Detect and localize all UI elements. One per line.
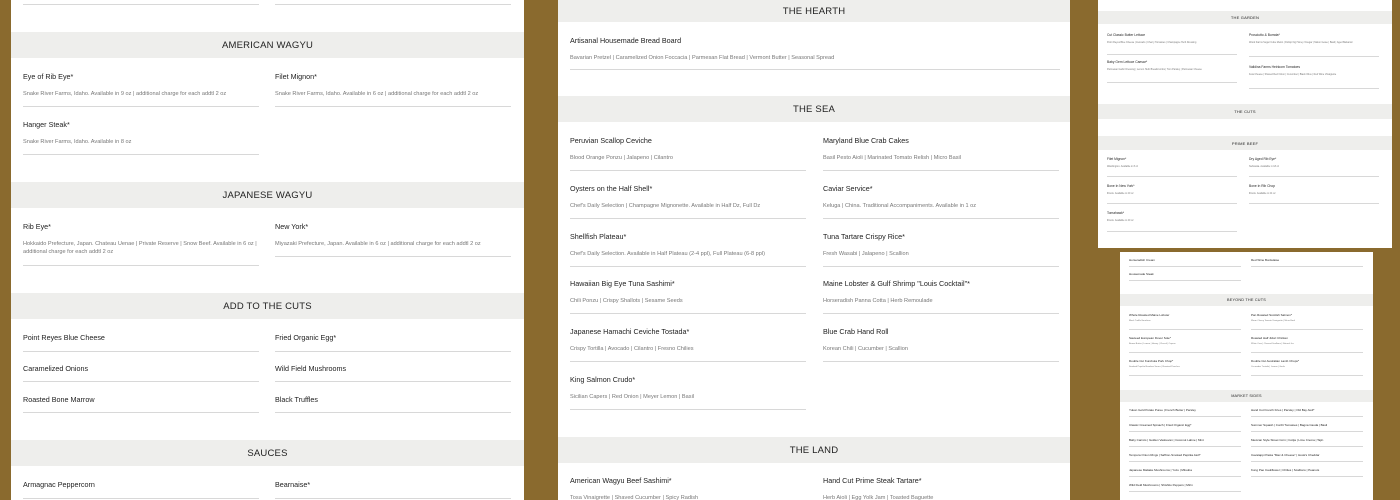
item-description: Wood Farms Sugar Cube Melon | Dollop Fig Honey Vinegar | Melon Gelee | Basil | Aged Balsamic: [1249, 41, 1353, 44]
item-description: Blood Orange Ponzu | Jalapeno | Cilantro: [570, 155, 674, 161]
item-name: Bone In New York*: [1107, 184, 1135, 188]
divider: [823, 218, 1059, 219]
divider: [1107, 54, 1237, 55]
divider: [1251, 375, 1363, 376]
menu-item: [1107, 211, 1237, 222]
item-name: Point Reyes Blue Cheese: [23, 333, 105, 342]
item-name: Eye of Rib Eye*: [23, 72, 74, 81]
item-description: White Corn | Charred Scallions | Natural Jus: [1251, 343, 1294, 345]
divider: [1249, 176, 1379, 177]
item-description: Snake River Farms, Idaho. Available in 9 oz | additional charge for each addtl 2 oz: [23, 91, 227, 97]
divider: [1249, 203, 1379, 204]
menu-panel-garden-cuts: [1098, 0, 1392, 248]
menu-item: [1249, 65, 1379, 76]
item-description: Chef's Daily Selection | Champagne Mignonette. Available in Half Dz, Full Dz: [570, 203, 761, 209]
menu-item: [570, 232, 806, 258]
divider: [275, 381, 511, 382]
menu-item: [823, 232, 1059, 258]
item-name: King Salmon Crudo*: [570, 375, 636, 384]
item-name: Tempura Onion Rings | Saffron-Smoked Paprika Aioli*: [1129, 453, 1201, 457]
item-description: Hokkaido Prefecture, Japan. Chateau Uenae | Private Reserve | Snow Beef. Available in 6 oz | additional charge for each addtl 2 oz: [23, 241, 257, 255]
menu-item: [1251, 423, 1327, 427]
item-name: Classic Creamed Spinach | Fried Organic Egg*: [1129, 423, 1192, 427]
menu-item: [1249, 184, 1379, 195]
section-header-the-land: THE LAND: [558, 437, 1070, 463]
menu-item: [23, 72, 259, 98]
menu-item: [1251, 359, 1363, 369]
menu-panel-steaks: [11, 0, 524, 500]
divider: [1129, 461, 1241, 462]
section-header-market-sides: MARKET SIDES: [1120, 390, 1373, 402]
item-description: Snake River Farms, Idaho. Available in 6 oz | additional charge for each addtl 2 oz: [275, 91, 479, 97]
divider: [1251, 446, 1363, 447]
menu-item: [1129, 468, 1192, 472]
item-name: Cavatappi Pasta "Mac & Cheese" | Hook's Cheddar: [1251, 453, 1320, 457]
item-name: Yukon Gold Potato Puree | French Butter | Parsley: [1129, 408, 1196, 412]
menu-item: [1129, 336, 1241, 346]
item-name: Artisanal Housemade Bread Board: [570, 36, 682, 45]
divider: [275, 351, 511, 352]
item-description: Black Truffle Emulsion: [1129, 320, 1151, 322]
item-name: Shellfish Plateau*: [570, 232, 627, 241]
divider: [23, 4, 259, 5]
item-description: Chef's Daily Selection. Available in Half Plateau (2-4 ppl), Full Plateau (6-8 ppl): [570, 251, 765, 257]
item-name: Black Truffles: [275, 395, 319, 404]
divider: [1107, 176, 1237, 177]
item-name: Japanese Hamachi Ceviche Tostada*: [570, 327, 690, 336]
item-name: Blue Crab Hand Roll: [823, 327, 889, 336]
item-description: Keluga | China. Traditional Accompaniments. Available in 1 oz: [823, 203, 977, 209]
item-description: Illinois. Available in 20 oz: [1107, 192, 1134, 195]
item-name: Hanger Steak*: [23, 120, 70, 129]
divider: [823, 313, 1059, 314]
divider: [570, 409, 806, 410]
item-description: Tosa Vinaigrette | Shaved Cucumber | Spicy Radish: [570, 495, 699, 500]
item-description: Illinois. Available in 40 oz: [1107, 219, 1134, 222]
item-name: Caramelized Onions: [23, 364, 89, 373]
item-description: Horseradish Panna Cotta | Herb Remoulade: [823, 298, 933, 304]
item-name: Fried Organic Egg*: [275, 333, 337, 342]
menu-item: [275, 395, 318, 404]
divider: [1129, 280, 1241, 281]
item-description: Washington. Available in 8 oz: [1107, 165, 1139, 168]
menu-item: [1129, 423, 1191, 427]
item-name: Filet Mignon*: [1107, 157, 1127, 161]
item-description: Feta Cheese | Shaved Red Onion | Cucumber | Black Olive | Red Wine Vinaigrette: [1249, 73, 1337, 76]
item-description: Sicilian Capers | Red Onion | Meyer Lemon | Basil: [570, 394, 695, 400]
item-name: Maryland Blue Crab Cakes: [823, 136, 909, 145]
divider: [23, 154, 259, 155]
divider: [570, 218, 806, 219]
item-description: Bavarian Pretzel | Caramelized Onion Foccacia | Parmesan Flat Bread | Vermont Butter | Seasonal Spread: [570, 55, 835, 61]
item-name: Sauteed European Dover Sole*: [1129, 336, 1171, 340]
menu-item: [23, 333, 105, 342]
item-name: Roasted Half Jidori Chicken: [1251, 336, 1289, 340]
divider: [1129, 446, 1241, 447]
item-description: Fresh Wasabi | Jalapeno | Scallion: [823, 251, 909, 257]
item-description: Cucumber Tzatziki | Lemon | Garlic: [1251, 366, 1286, 368]
item-name: Baby Carrots | Golden Vadouvan | Coconut Labne | Mint: [1129, 438, 1204, 442]
item-name: Peruvian Scallop Ceviche: [570, 136, 652, 145]
menu-item: [1129, 258, 1155, 262]
menu-item: [1107, 33, 1237, 44]
menu-item: [570, 476, 806, 500]
divider: [1251, 352, 1363, 353]
item-description: Herb Aioli | Egg Yolk Jam | Toasted Baguette: [823, 495, 934, 500]
item-name: Hand Cut French Fries | Parsley | Old Bay Aioli*: [1251, 408, 1315, 412]
item-name: Wild Field Mushrooms | Shishito Peppers | Mirin: [1129, 483, 1193, 487]
item-name: Prosciutto & Burrata*: [1249, 33, 1280, 37]
menu-item: [23, 120, 259, 146]
item-name: Armagnac Peppercorn: [23, 480, 95, 489]
divider: [1249, 56, 1379, 57]
divider: [823, 266, 1059, 267]
menu-item: [1129, 438, 1204, 442]
section-header-japanese-wagyu: JAPANESE WAGYU: [11, 182, 524, 208]
divider: [275, 412, 511, 413]
item-name: Mexican Style Street Corn | Cotija | Lime Crema | Tajin: [1251, 438, 1324, 442]
divider: [570, 170, 806, 171]
section-header-american-wagyu: AMERICAN WAGYU: [11, 32, 524, 58]
menu-item: [1249, 157, 1379, 168]
item-name: Pan Roasted Scottish Salmon*: [1251, 313, 1293, 317]
item-name: Baby Gem Lettuce Caesar*: [1107, 60, 1148, 64]
menu-item: [570, 36, 1050, 62]
item-description: Parmesan Garlic Dressing | Lemon Herb Breadcrumbs | Torn Parsley | Parmesan Cheese: [1107, 68, 1202, 71]
menu-item: [23, 480, 95, 489]
item-name: Cut Classic Butter Lettuce: [1107, 33, 1146, 37]
item-name: Hand Cut Prime Steak Tartare*: [823, 476, 922, 485]
menu-item: [1251, 453, 1320, 457]
divider: [570, 361, 806, 362]
section-header-sauces: SAUCES: [11, 440, 524, 466]
menu-item: [823, 327, 1059, 353]
section-header-the-hearth: THE HEARTH: [558, 0, 1070, 22]
item-name: Red Wine Bordelaise: [1251, 258, 1280, 262]
divider: [1251, 476, 1363, 477]
menu-item: [1107, 60, 1237, 71]
item-name: Japanese Maitake Mushrooms | Yuzu | Mitsuba: [1129, 468, 1192, 472]
item-name: Dry Aged Rib Eye*: [1249, 157, 1277, 161]
divider: [570, 69, 1060, 70]
menu-panel-starters: [558, 0, 1070, 500]
menu-item: [275, 364, 346, 373]
menu-item: [23, 364, 88, 373]
item-name: Tomahawk*: [1107, 211, 1125, 215]
item-name: Vaildina Farms Heirloom Tomatoes: [1249, 65, 1300, 69]
divider: [1129, 491, 1241, 492]
item-name: Caviar Service*: [823, 184, 873, 193]
menu-item: [570, 279, 806, 305]
divider: [1129, 375, 1241, 376]
menu-item: [275, 333, 336, 342]
menu-item: [1107, 157, 1237, 168]
divider: [23, 351, 259, 352]
divider: [23, 381, 259, 382]
item-description: Miyazaki Prefecture, Japan. Available in 6 oz | additional charge for each addtl 2 oz: [275, 241, 481, 247]
menu-item: [823, 136, 1059, 162]
divider: [1107, 82, 1237, 83]
divider: [1251, 461, 1363, 462]
item-name: Maine Lobster & Gulf Shrimp "Louis Cocktail"*: [823, 279, 970, 288]
divider: [1249, 88, 1379, 89]
menu-panel-beyond-sides: [1120, 252, 1373, 500]
menu-item: [23, 222, 259, 256]
menu-item: [275, 222, 511, 248]
divider: [23, 265, 259, 266]
item-name: Bone In Rib Chop: [1249, 184, 1276, 188]
menu-item: [1129, 313, 1241, 323]
divider: [1129, 329, 1241, 330]
divider: [570, 266, 806, 267]
section-header-the-garden: THE GARDEN: [1098, 11, 1392, 24]
item-description: Brown Butter | Lemon | Honey | Chervil | Capers: [1129, 343, 1176, 345]
divider: [823, 361, 1059, 362]
divider: [275, 256, 511, 257]
item-description: Illinois. Available in 24 oz: [1249, 192, 1276, 195]
item-description: Snake River Farms, Idaho. Available in 8 oz: [23, 139, 132, 145]
item-name: Whole Roasted Maine Lobster: [1129, 313, 1170, 317]
divider: [23, 498, 259, 499]
item-description: Basil Pesto Aioli | Marinated Tomato Relish | Micro Basil: [823, 155, 962, 161]
menu-item: [823, 476, 1059, 500]
section-header-the-cuts: THE CUTS: [1098, 104, 1392, 119]
divider: [1129, 266, 1241, 267]
section-header-the-sea: THE SEA: [558, 96, 1070, 122]
divider: [1129, 476, 1241, 477]
menu-item: [1251, 438, 1323, 442]
item-name: Tuna Tartare Crispy Rice*: [823, 232, 905, 241]
menu-item: [275, 72, 511, 98]
divider: [823, 170, 1059, 171]
section-header-beyond-the-cuts: BEYOND THE CUTS: [1120, 294, 1373, 306]
menu-item: [823, 184, 1059, 210]
item-name: Double Cut Kurobuta Pork Chop*: [1129, 359, 1174, 363]
item-name: Summer Squash | Confit Tomatoes | Bagna Cauda | Basil: [1251, 423, 1328, 427]
item-description: Smoked Paprika Bourbon Sauce | Roasted Peaches: [1129, 366, 1180, 368]
item-name: Kung Pao Cauliflower | Chilies | Scallions | Peanuts: [1251, 468, 1320, 472]
item-name: Double Cut Australian Lamb Chops*: [1251, 359, 1300, 363]
item-name: Rib Eye*: [23, 222, 51, 231]
menu-item: [570, 136, 806, 162]
divider: [1251, 416, 1363, 417]
item-name: Housemade Steak: [1129, 272, 1154, 276]
menu-item: [823, 279, 1059, 305]
item-name: Wild Field Mushrooms: [275, 364, 347, 373]
divider: [275, 106, 511, 107]
menu-item: [570, 375, 806, 401]
divider: [1129, 431, 1241, 432]
menu-item: [1107, 184, 1237, 195]
divider: [1107, 203, 1237, 204]
item-description: Nebraska. Available in 18 oz: [1249, 165, 1280, 168]
section-header-prime-beef: PRIME BEEF: [1098, 136, 1392, 150]
menu-item: [275, 480, 310, 489]
item-name: Horseradish Cream: [1129, 258, 1156, 262]
divider: [1129, 416, 1241, 417]
item-description: Chili Ponzu | Crispy Shallots | Sesame Seeds: [570, 298, 683, 304]
menu-item: [1251, 313, 1363, 323]
divider: [1107, 231, 1237, 232]
item-name: Oysters on the Half Shell*: [570, 184, 653, 193]
menu-item: [1129, 359, 1241, 369]
menu-item: [1251, 408, 1314, 412]
divider: [275, 498, 511, 499]
menu-item: [1249, 33, 1379, 44]
item-name: Hawaiian Big Eye Tuna Sashimi*: [570, 279, 675, 288]
item-name: American Wagyu Beef Sashimi*: [570, 476, 672, 485]
menu-item: [1251, 468, 1319, 472]
divider: [1129, 352, 1241, 353]
divider: [570, 313, 806, 314]
item-name: Bearnaise*: [275, 480, 311, 489]
menu-item: [1129, 483, 1193, 487]
item-description: Point Reyes Blue Cheese | Avocado | Cherry Tomatoes | Champagne Herb Dressing: [1107, 41, 1197, 44]
menu-item: [1251, 336, 1363, 346]
divider: [23, 106, 259, 107]
menu-item: [23, 395, 95, 404]
menu-item: [570, 327, 806, 353]
menu-item: [570, 184, 806, 210]
item-description: Warm Cherry Tomato Vinaigrette | Micro Basil: [1251, 320, 1296, 322]
divider: [23, 412, 259, 413]
item-name: Filet Mignon*: [275, 72, 317, 81]
item-description: Korean Chili | Cucumber | Scallion: [823, 346, 908, 352]
item-name: Roasted Bone Marrow: [23, 395, 95, 404]
divider: [1251, 329, 1363, 330]
divider: [1251, 266, 1363, 267]
divider: [275, 4, 511, 5]
section-header-add-to-the-cuts: ADD TO THE CUTS: [11, 293, 524, 319]
menu-item: [1251, 258, 1279, 262]
menu-item: [1129, 453, 1201, 457]
menu-item: [1129, 408, 1196, 412]
item-name: New York*: [275, 222, 309, 231]
menu-item: [1129, 272, 1154, 276]
item-description: Crispy Tortilla | Avocado | Cilantro | Fresno Chilies: [570, 346, 694, 352]
divider: [1251, 431, 1363, 432]
